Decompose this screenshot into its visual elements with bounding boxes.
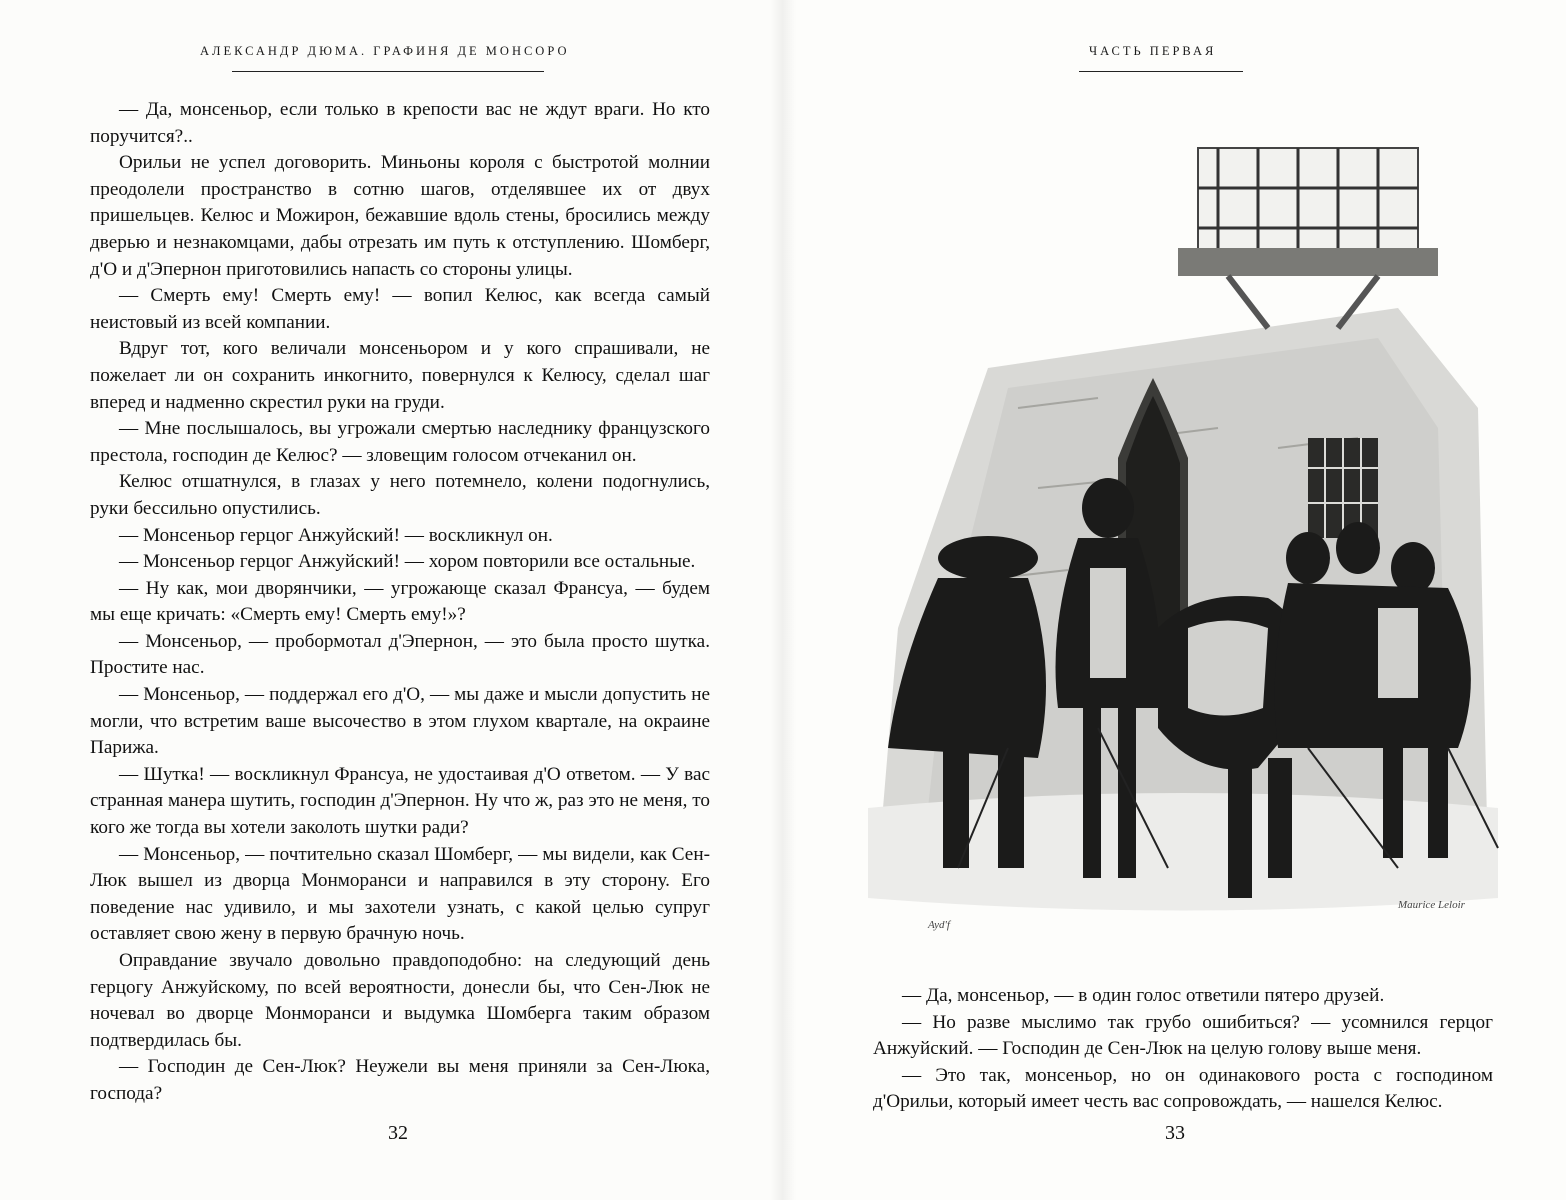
right-page-text bbox=[873, 983, 1493, 1116]
paragraph: — Монсеньор герцог Анжуйский! — хором повторили все остальные. bbox=[119, 551, 696, 573]
left-running-head: АЛЕКСАНДР ДЮМА. ГРАФИНЯ ДЕ МОНСОРО bbox=[200, 44, 570, 58]
paragraph: — Шутка! — воскликнул Франсуа, не удостаивая д'О ответом. — У вас странная манера шутить, господин д'Эпернон. Ну что ж, раз это не меня, то кого же тогда вы хотели заколоть шутки ради? bbox=[90, 763, 710, 839]
right-running-head: ЧАСТЬ ПЕРВАЯ bbox=[1089, 44, 1217, 58]
illustration-signature-left: Ayd'f bbox=[928, 919, 950, 931]
book-gutter bbox=[770, 0, 796, 1200]
left-page-text bbox=[90, 97, 710, 1108]
paragraph: — Да, монсеньор, — в один голос ответили пятеро друзей. bbox=[902, 985, 1385, 1006]
paragraph: Орильи не успел договорить. Миньоны короля с быстротой молнии преодолели пространство в сотню шагов, отделявшее их от двух пришельцев. Келюс и Можирон, бежавшие вдоль стены, бросились между дверью и незнакомцами, дабы отрезать им путь к отступлению. Шомберг, д'О и д'Эпернон приготовились напасть со стороны улицы. bbox=[90, 152, 710, 280]
paragraph: — Монсеньор, — почтительно сказал Шомберг, — мы видели, как Сен-Люк вышел из дворца Монморанси и направился в эту сторону. Его поведение нас удивило, и мы захотели узнать, с какой целью супруг оставляет свою жену в первую брачную ночь. bbox=[90, 843, 710, 945]
left-page-number: 32 bbox=[388, 1122, 408, 1144]
paragraph: — Монсеньор, — пробормотал д'Эпернон, — это была просто шутка. Простите нас. bbox=[90, 630, 710, 679]
paragraph: Келюс отшатнулся, в глазах у него потемнело, колени подогнулись, руки бессильно опустились. bbox=[90, 471, 710, 519]
illustration-signature-right: Maurice Leloir bbox=[1398, 899, 1465, 911]
paragraph: — Ну как, мои дворянчики, — угрожающе сказал Франсуа, — будем мы еще кричать: «Смерть ему! Смерть ему!»? bbox=[90, 577, 710, 626]
paragraph: — Мне послышалось, вы угрожали смертью наследнику французского престола, господин де Келюс? — зловещим голосом отчеканил он. bbox=[90, 418, 710, 466]
right-head-rule bbox=[1079, 71, 1243, 72]
paragraph: — Монсеньор, — поддержал его д'О, — мы даже и мысли допустить не могли, что встретим ваше высочество в этом глухом квартале, на окраине Парижа. bbox=[90, 684, 710, 759]
paragraph: — Да, монсеньор, если только в крепости вас не ждут враги. Но кто поручится?.. bbox=[90, 99, 710, 147]
right-page bbox=[783, 0, 1566, 1200]
paragraph: Вдруг тот, кого величали монсеньором и у кого спрашивали, не пожелает ли он сохранить инкогнито, повернулся к Келюсу, сделал шаг вперед и надменно скрестил руки на груди. bbox=[90, 338, 710, 413]
right-page-number: 33 bbox=[1165, 1122, 1185, 1144]
paragraph: Оправдание звучало довольно правдоподобно: на следующий день герцогу Анжуйскому, по всей вероятности, донесли бы, что Сен-Люк не ночевал во дворце Монморанси и выдумка Шомберга таким образом подтвердилась бы. bbox=[90, 950, 710, 1051]
paragraph: — Но разве мыслимо так грубо ошибиться? — усомнился герцог Анжуйский. — Господин де Сен-Люк на целую голову выше меня. bbox=[873, 1011, 1493, 1060]
left-head-rule bbox=[232, 71, 544, 72]
paragraph: — Это так, монсеньор, но он одинакового роста с господином д'Орильи, который имеет честь вас сопровождать, — нашелся Келюс. bbox=[873, 1064, 1493, 1113]
paragraph: — Господин де Сен-Люк? Неужели вы меня приняли за Сен-Люка, господа? bbox=[90, 1056, 710, 1104]
paragraph: — Монсеньор герцог Анжуйский! — воскликнул он. bbox=[119, 524, 553, 546]
paragraph: — Смерть ему! Смерть ему! — вопил Келюс, как всегда самый неистовый из всей компании. bbox=[90, 285, 710, 333]
engraving-illustration-icon bbox=[838, 108, 1528, 944]
